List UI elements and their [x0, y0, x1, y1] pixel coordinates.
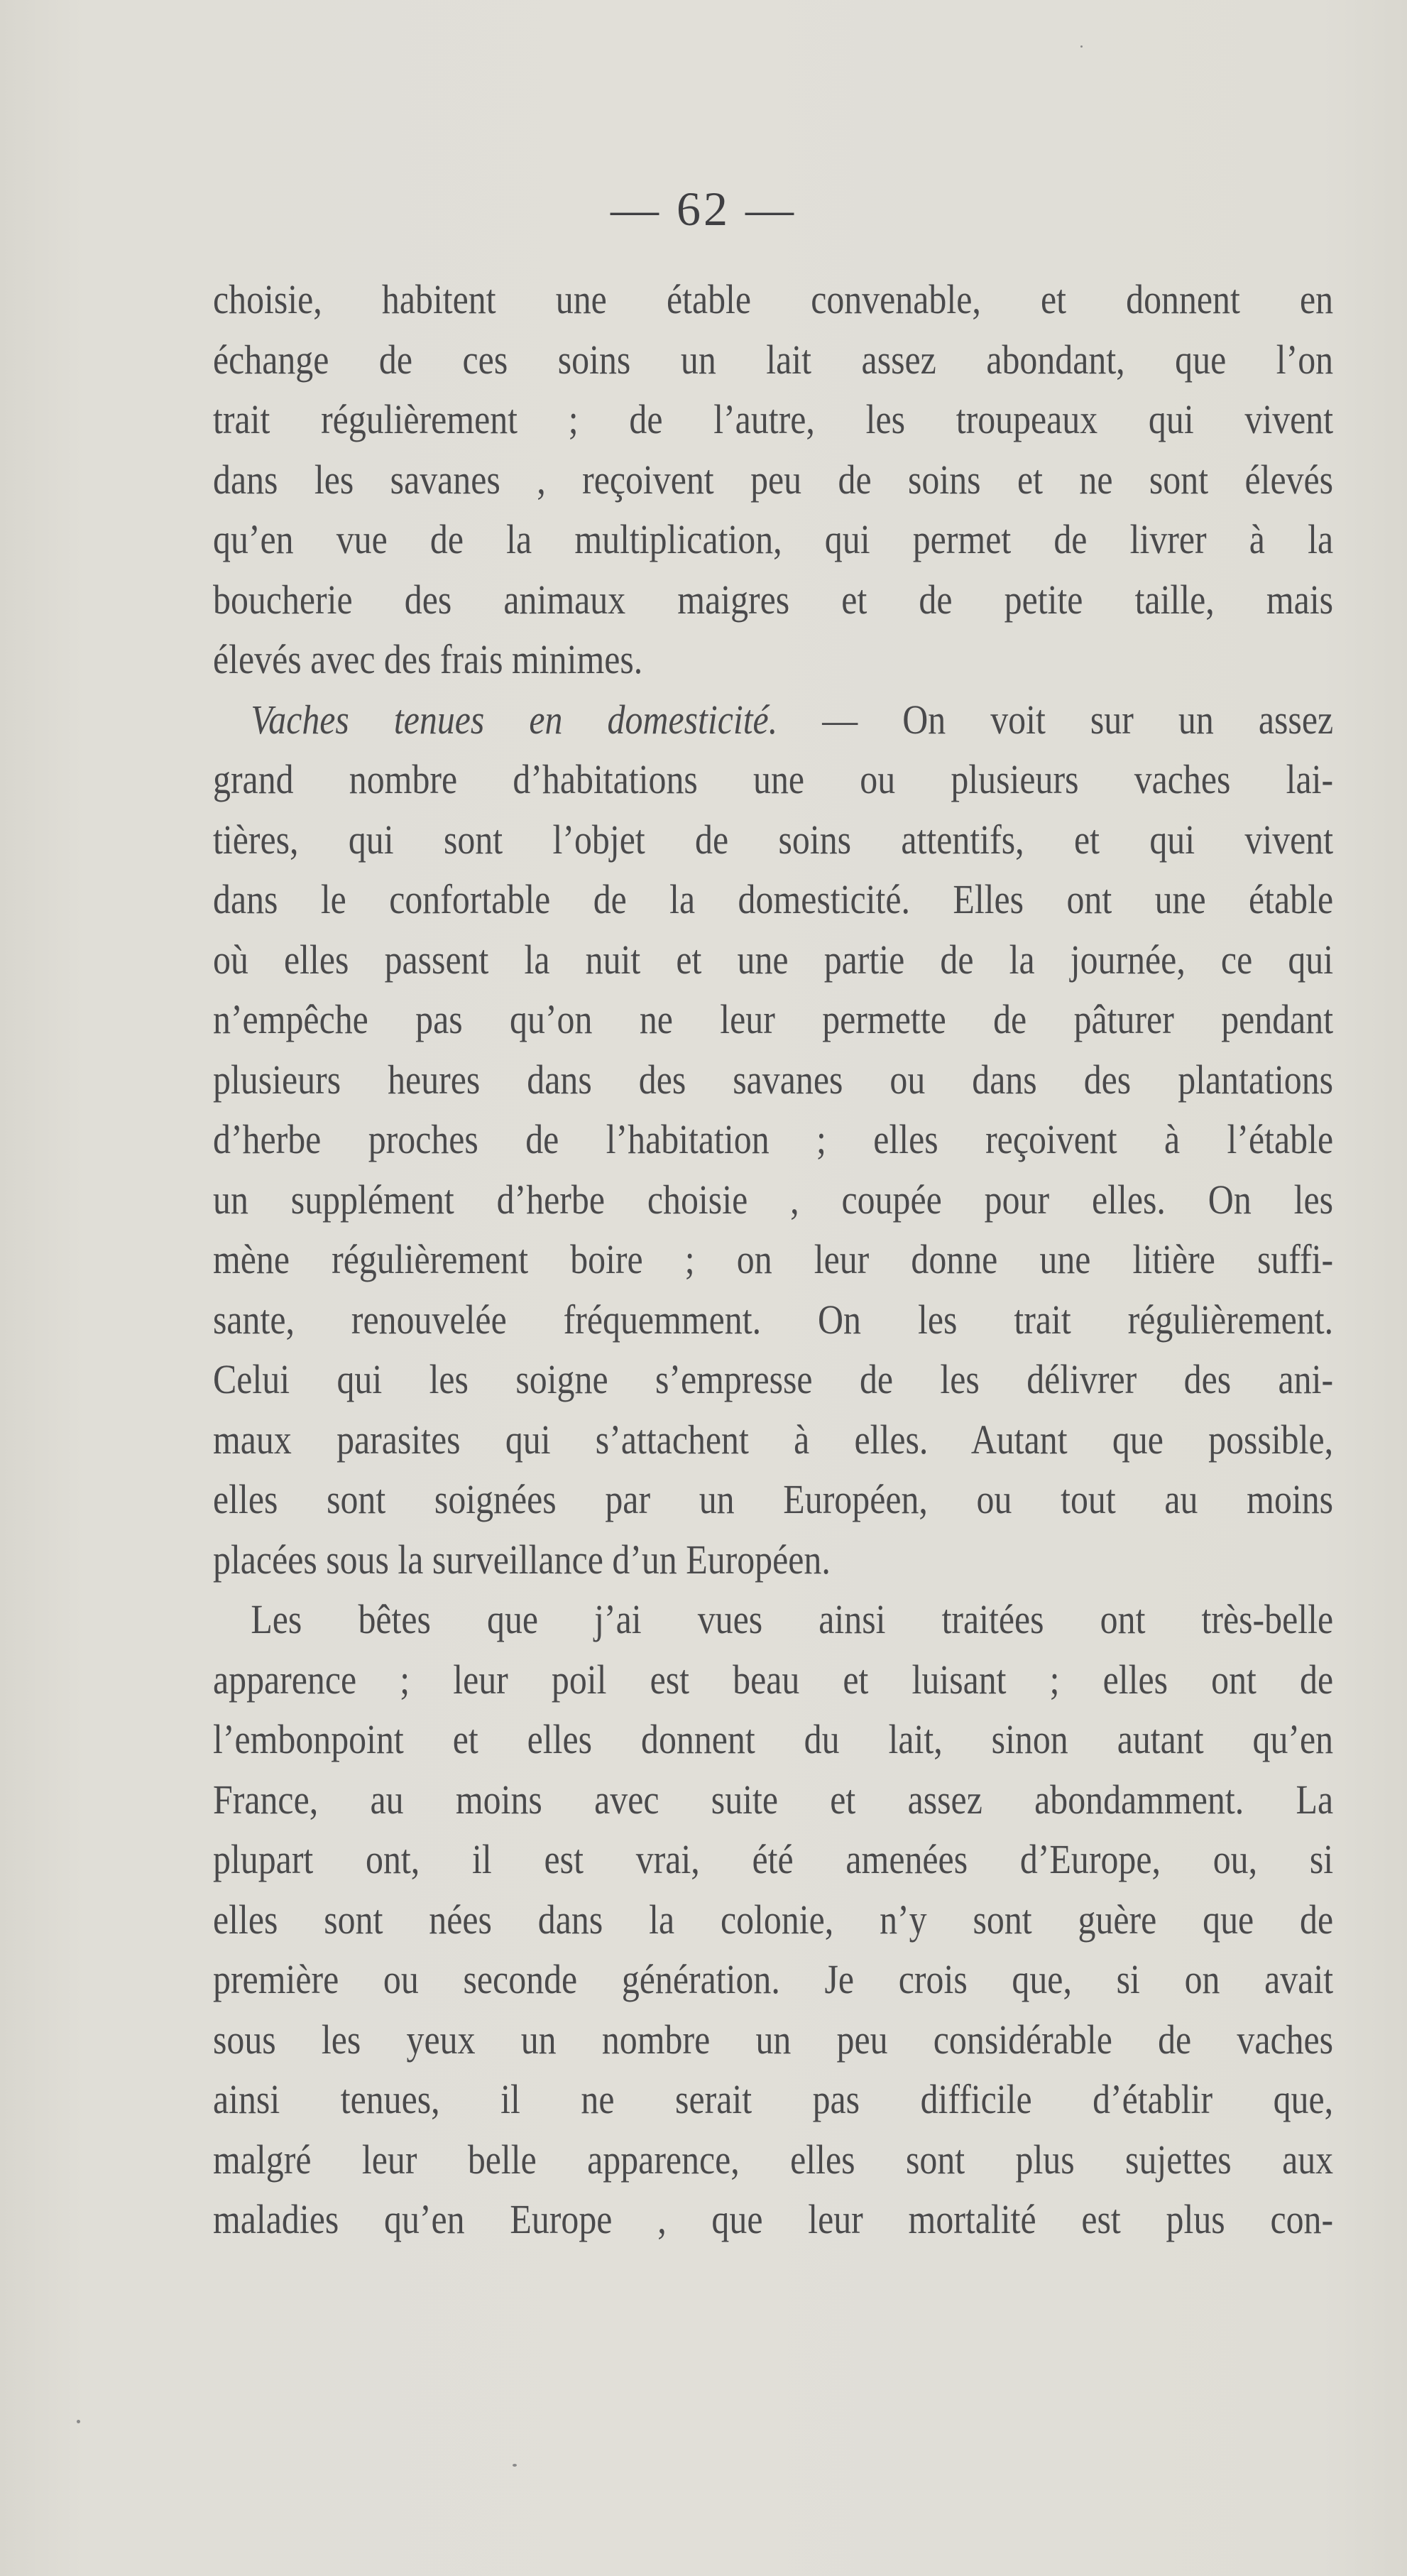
text-line: malgré leur belle apparence, elles sont plus sujettes aux	[213, 2136, 1334, 2183]
text-line: Celui qui les soigne s’empresse de les délivrer des ani-	[213, 1356, 1334, 1402]
text-line: ainsi tenues, il ne serait pas difficile d’établir que,	[213, 2076, 1334, 2122]
text-line: placées sous la surveillance d’un Européen.	[213, 1536, 831, 1583]
text-line: élevés avec des frais minimes.	[213, 636, 643, 682]
text-line: grand nombre d’habitations une ou plusieurs vaches lai-	[213, 756, 1334, 802]
text-line: échange de ces soins un lait assez abondant, que l’on	[213, 336, 1334, 383]
text-line-continuation: — On voit sur un assez	[777, 696, 1334, 743]
text-line: mène régulièrement boire ; on leur donne une litière suffi-	[213, 1236, 1334, 1282]
text-line: d’herbe proches de l’habitation ; elles reçoivent à l’étable	[213, 1116, 1334, 1162]
section-heading: Vaches tenues en domesticité.	[251, 696, 778, 743]
text-line: maux parasites qui s’attachent à elles. Autant que possible,	[213, 1416, 1334, 1463]
text-line: plusieurs heures dans des savanes ou dans des plantations	[213, 1056, 1334, 1103]
paper-speck	[1080, 45, 1083, 48]
text-line: l’embonpoint et elles donnent du lait, sinon autant qu’en	[213, 1716, 1334, 1762]
body-text	[213, 270, 1333, 2250]
paper-speck	[77, 2420, 80, 2423]
text-line: France, au moins avec suite et assez abondamment. La	[213, 1776, 1334, 1823]
text-line: apparence ; leur poil est beau et luisant ; elles ont de	[213, 1656, 1334, 1703]
text-line: maladies qu’en Europe , que leur mortalité est plus con-	[213, 2196, 1334, 2242]
text-line: un supplément d’herbe choisie , coupée pour elles. On les	[213, 1176, 1334, 1223]
text-line: elles sont nées dans la colonie, n’y sont guère que de	[213, 1896, 1334, 1943]
text-line: Les bêtes que j’ai vues ainsi traitées ont très-belle	[251, 1596, 1334, 1642]
text-line: trait régulièrement ; de l’autre, les troupeaux qui vivent	[213, 396, 1334, 442]
text-line: dans le confortable de la domesticité. Elles ont une étable	[213, 876, 1334, 922]
text-line: dans les savanes , reçoivent peu de soins et ne sont élevés	[213, 456, 1334, 503]
page-number: — 62 —	[611, 182, 796, 236]
text-line: plupart ont, il est vrai, été amenées d’Europe, ou, si	[213, 1836, 1334, 1882]
text-line: n’empêche pas qu’on ne leur permette de pâturer pendant	[213, 996, 1334, 1042]
text-line: elles sont soignées par un Européen, ou tout au moins	[213, 1476, 1334, 1522]
paragraph-start-line	[213, 690, 1333, 751]
text-line: boucherie des animaux maigres et de petite taille, mais	[213, 576, 1334, 623]
text-line: tières, qui sont l’objet de soins attentifs, et qui vivent	[213, 816, 1334, 863]
text-line: première ou seconde génération. Je crois que, si on avait	[213, 1956, 1334, 2002]
text-line: où elles passent la nuit et une partie de la journée, ce qui	[213, 936, 1334, 983]
text-line: sous les yeux un nombre un peu considérable de vaches	[213, 2016, 1334, 2063]
text-line: sante, renouvelée fréquemment. On les trait régulièrement.	[213, 1296, 1334, 1343]
text-line: qu’en vue de la multiplication, qui permet de livrer à la	[213, 516, 1334, 562]
paper-speck	[513, 2464, 517, 2467]
text-line: choisie, habitent une étable convenable, et donnent en	[213, 276, 1334, 322]
